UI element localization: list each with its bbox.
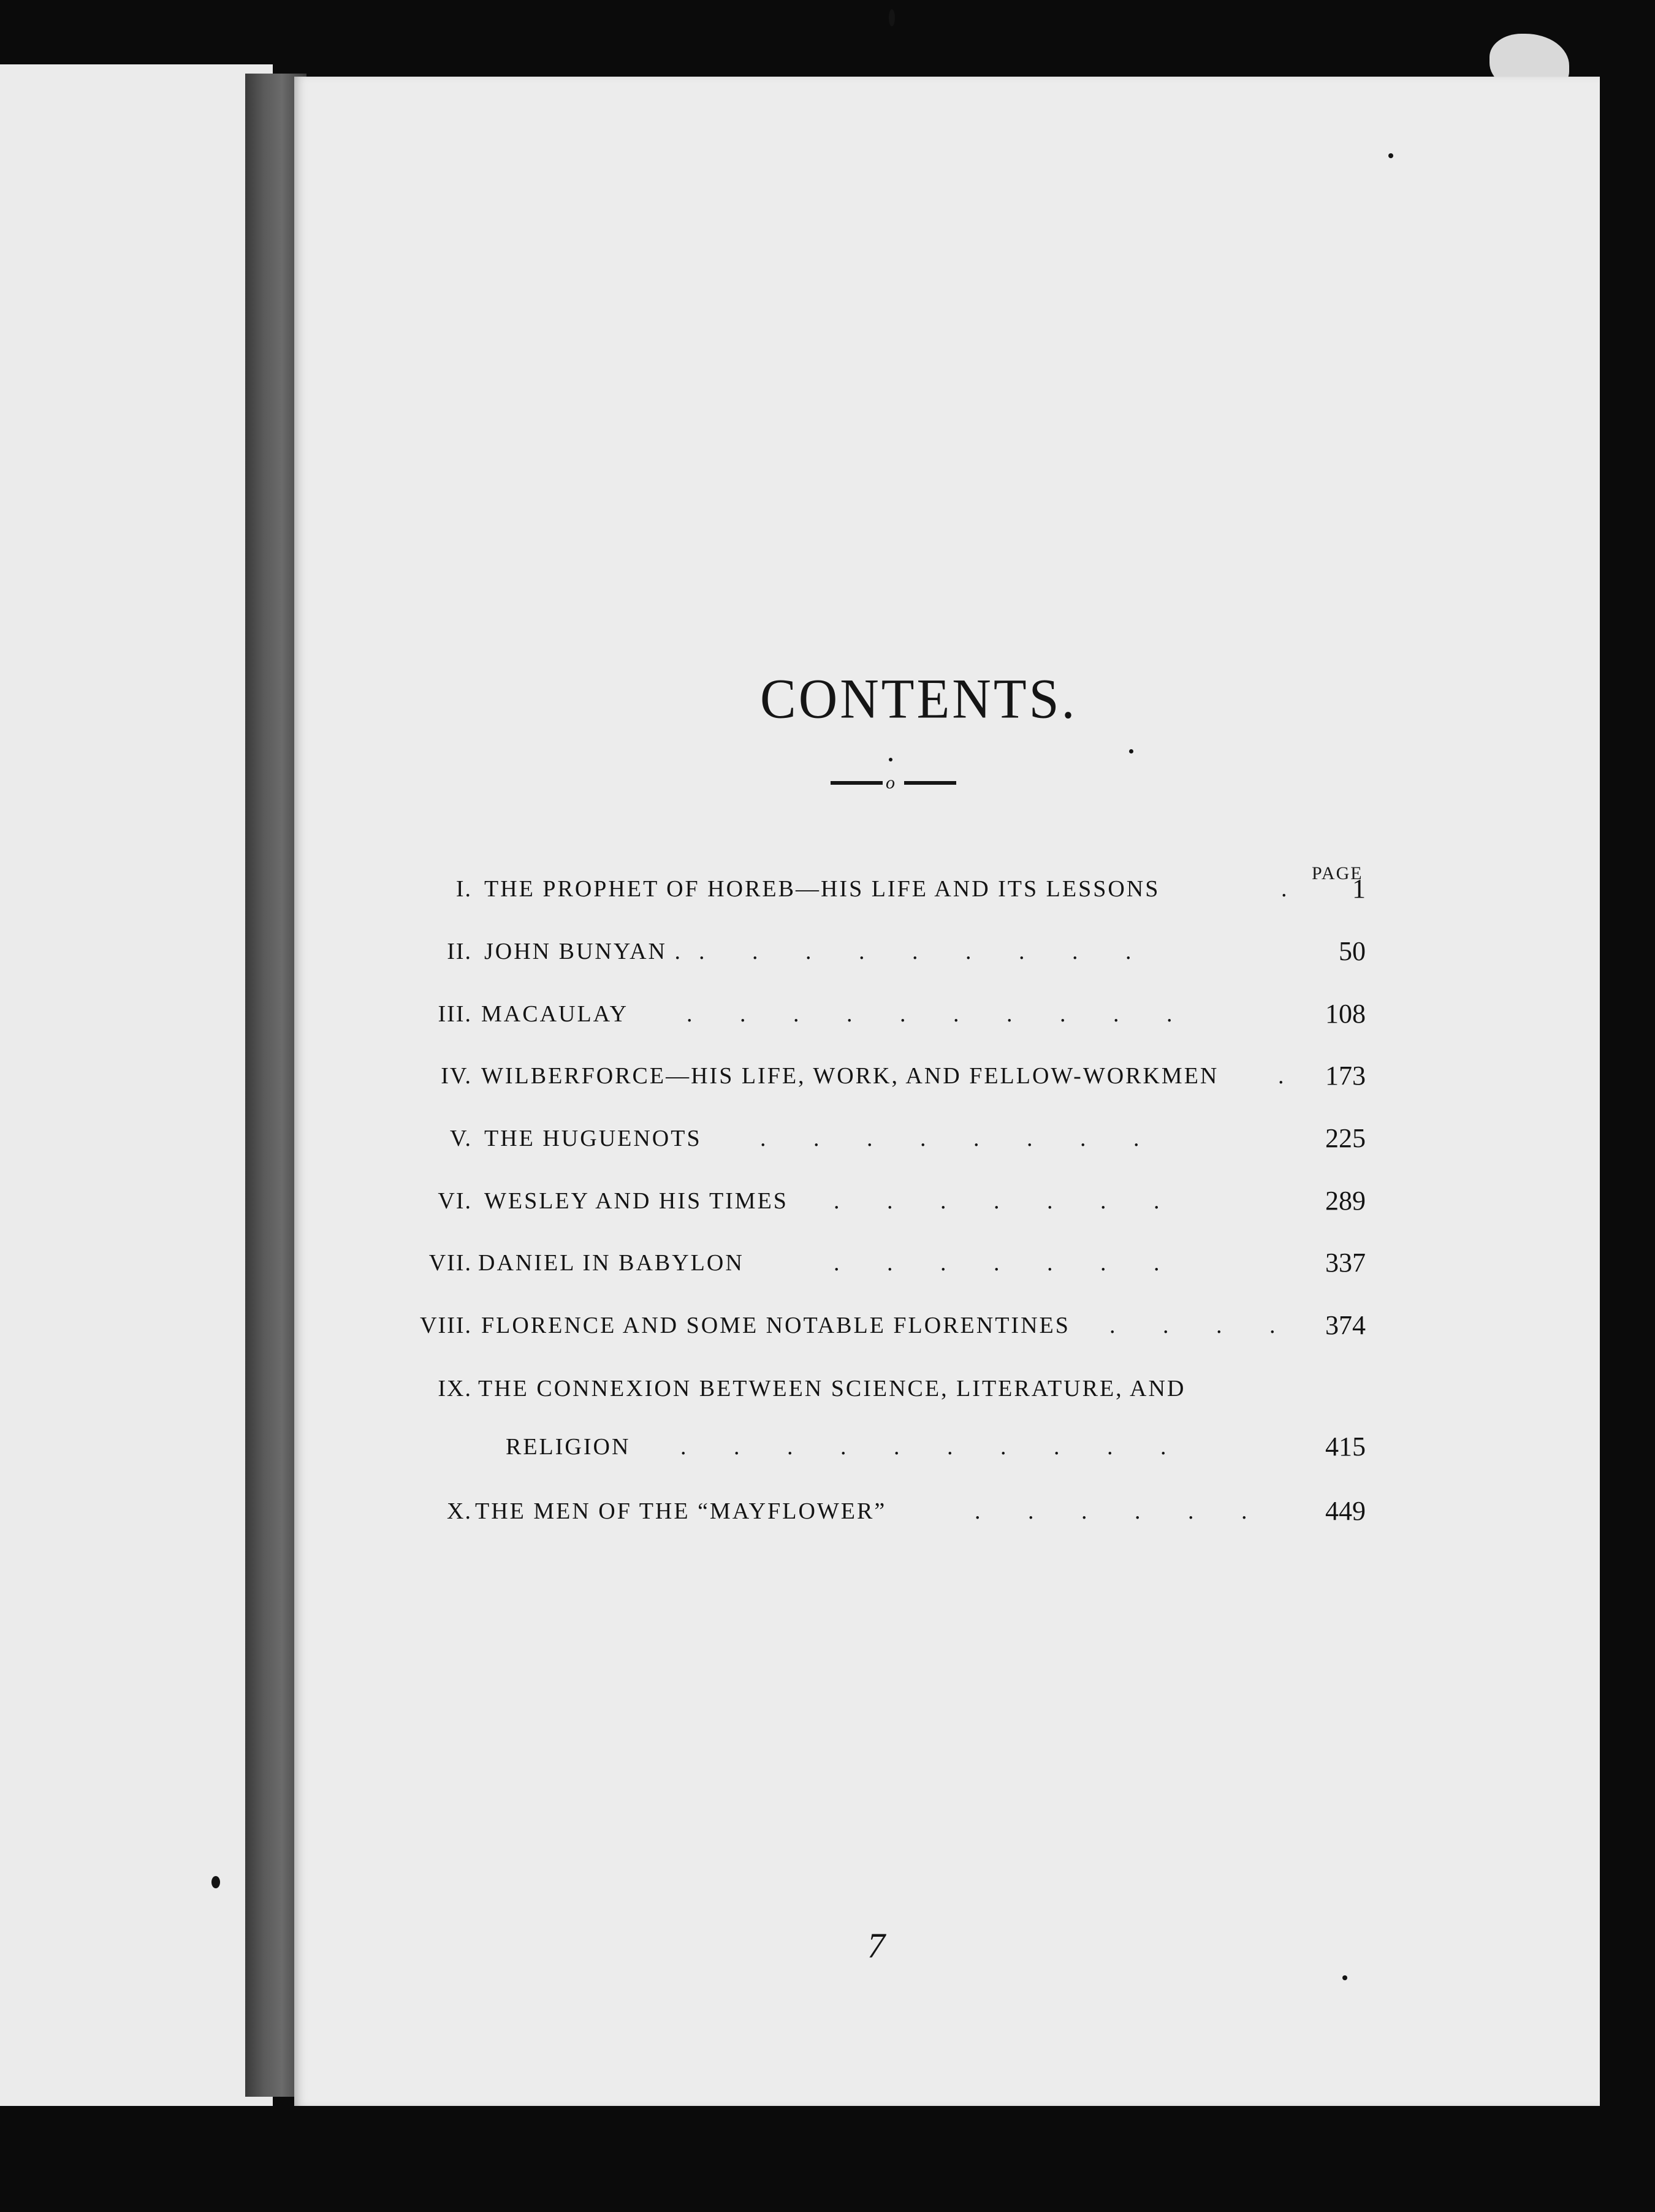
toc-entry-title: RELIGION	[506, 1434, 631, 1460]
toc-entry	[0, 1249, 1655, 1286]
toc-entry	[0, 1062, 1655, 1099]
dust-speck	[211, 1876, 220, 1888]
toc-entry	[0, 875, 1655, 912]
toc-entry-page-number: 108	[1325, 999, 1366, 1029]
toc-entry-page-number: 289	[1325, 1186, 1366, 1216]
toc-entry-title: THE CONNEXION BETWEEN SCIENCE, LITERATURE, AND	[478, 1376, 1186, 1402]
toc-entry-title: THE MEN OF THE “MAYFLOWER”	[475, 1498, 887, 1524]
dust-speck	[1388, 153, 1393, 158]
toc-entry-page-number: 225	[1325, 1123, 1366, 1153]
toc-entry-leader-dots: .	[1281, 876, 1287, 902]
toc-entry-page-number: 50	[1339, 936, 1366, 966]
toc-entry-title: THE HUGUENOTS	[484, 1126, 702, 1151]
dust-speck	[1129, 749, 1133, 753]
toc-entry	[0, 1125, 1655, 1162]
toc-entry-page-number: 374	[1325, 1310, 1366, 1340]
toc-entry-number: X.	[447, 1498, 472, 1524]
heading-rule-ornament	[831, 772, 956, 791]
page-column-label: PAGE	[1312, 863, 1363, 883]
rule-ornament-glyph: o	[886, 772, 895, 793]
dust-speck	[1342, 1975, 1347, 1980]
toc-entry-leader-dots: . . . . . . . . . .	[680, 1434, 1166, 1460]
toc-entry-number: I.	[455, 876, 472, 902]
toc-entry-leader-dots: . . . .	[1109, 1313, 1276, 1338]
toc-entry	[0, 1375, 1655, 1412]
toc-entry	[0, 1498, 1655, 1535]
toc-entry-title: WESLEY AND HIS TIMES	[484, 1188, 788, 1214]
toc-entry-title: FLORENCE AND SOME NOTABLE FLORENTINES	[481, 1313, 1070, 1338]
toc-entry-leader-dots: . . . . . . . .	[760, 1126, 1139, 1151]
toc-entry	[0, 1188, 1655, 1224]
toc-entry-leader-dots: . . . . . . .	[834, 1188, 1160, 1214]
toc-entry-leader-dots: .	[1278, 1063, 1284, 1089]
toc-entry-title: DANIEL IN BABYLON	[478, 1250, 744, 1276]
toc-entry-title: JOHN BUNYAN .	[484, 939, 682, 964]
toc-entry-number: VIII.	[420, 1313, 472, 1338]
toc-entry-number: VI.	[438, 1188, 472, 1214]
toc-entry-leader-dots: . . . . . . .	[834, 1250, 1160, 1276]
toc-entry-page-number: 415	[1325, 1432, 1366, 1462]
toc-entry-page-number: 449	[1325, 1496, 1366, 1526]
rule-right	[904, 781, 956, 785]
dust-speck	[889, 758, 892, 761]
rule-left	[831, 781, 883, 785]
dust-speck	[889, 9, 895, 26]
toc-entry-leader-dots: . . . . . . . . .	[699, 939, 1132, 964]
toc-entry-title: THE PROPHET OF HOREB—HIS LIFE AND ITS LESSONS	[484, 876, 1160, 902]
toc-entry	[0, 1433, 1655, 1470]
toc-entry-number: IV.	[441, 1063, 472, 1089]
toc-entry	[0, 1001, 1655, 1037]
toc-entry-page-number: 173	[1325, 1061, 1366, 1091]
toc-entry-page-number: 1	[1352, 874, 1366, 904]
page-folio-number: 7	[867, 1926, 885, 1966]
toc-entry-page-number: 337	[1325, 1248, 1366, 1278]
toc-entry-number: V.	[449, 1126, 472, 1151]
toc-entry-number: VII.	[428, 1250, 472, 1276]
toc-entry-number: III.	[438, 1001, 472, 1027]
contents-heading: CONTENTS.	[760, 668, 1078, 731]
toc-entry	[0, 938, 1655, 975]
toc-entry-leader-dots: . . . . . .	[975, 1498, 1247, 1524]
toc-entry-title: MACAULAY	[481, 1001, 629, 1027]
toc-entry	[0, 1312, 1655, 1349]
toc-entry-number: IX.	[438, 1376, 472, 1402]
toc-entry-number: II.	[447, 939, 472, 964]
toc-entry-title: WILBERFORCE—HIS LIFE, WORK, AND FELLOW-WORKMEN	[481, 1063, 1219, 1089]
toc-entry-leader-dots: . . . . . . . . . .	[687, 1001, 1173, 1027]
